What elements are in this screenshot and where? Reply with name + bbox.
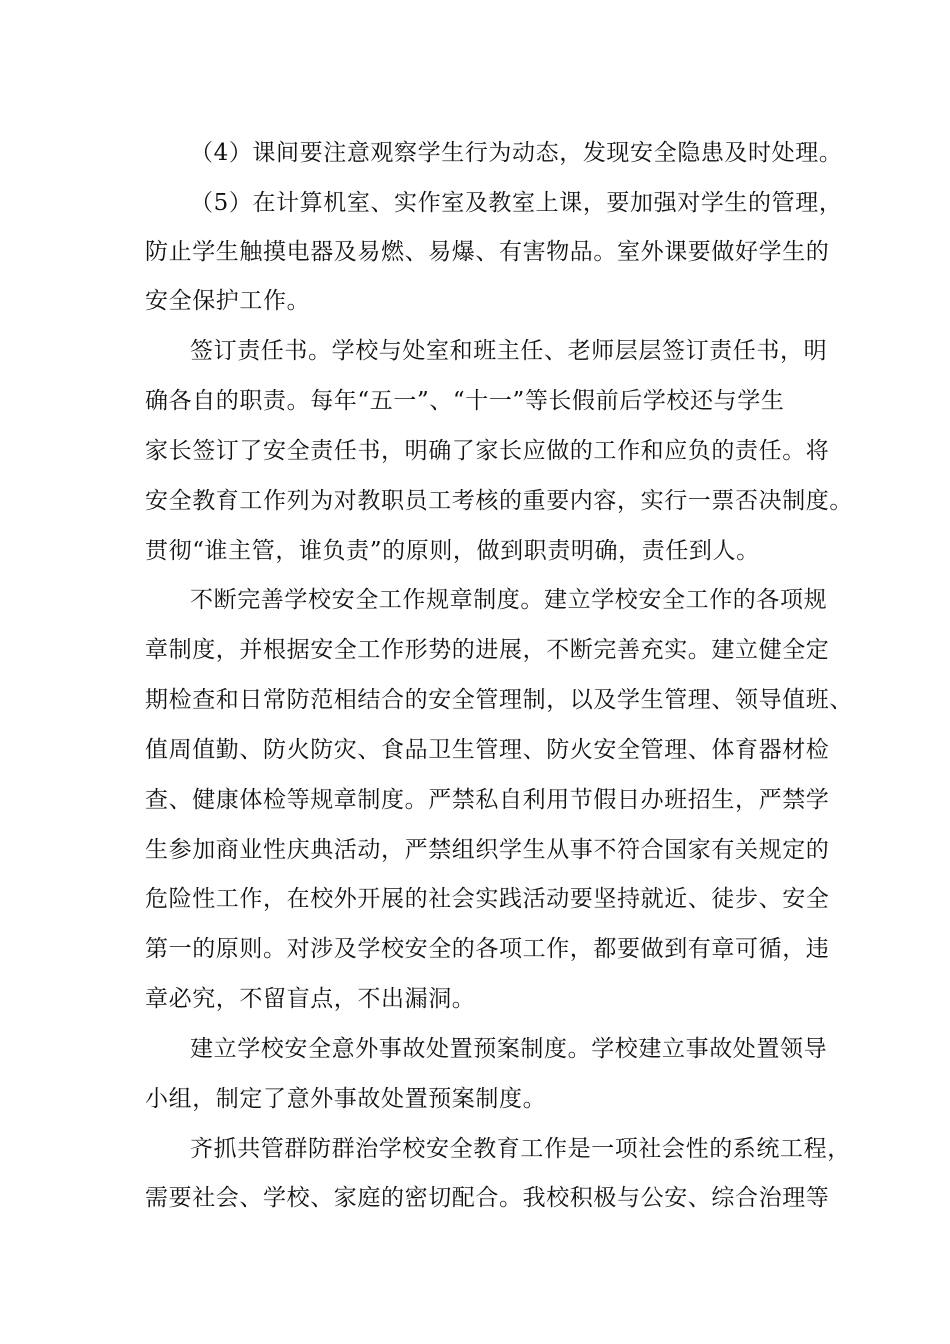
text-line: （5）在计算机室、实作室及教室上课，要加强对学生的管理， <box>190 190 843 216</box>
text-line: 生参加商业性庆典活动，严禁组织学生从事不符合国家有关规定的 <box>145 837 830 863</box>
text-line: 安全教育工作列为对教职员工考核的重要内容，实行一票否决制度。 <box>145 488 853 514</box>
text-line: 小组，制定了意外事故处置预案制度。 <box>145 1086 547 1112</box>
text-line: 贯彻“谁主管，谁负责”的原则，做到职责明确，责任到人。 <box>145 538 760 564</box>
text-line: 家长签订了安全责任书，明确了家长应做的工作和应负的责任。将 <box>145 438 830 464</box>
text-line: 建立学校安全意外事故处置预案制度。学校建立事故处置领导 <box>190 1036 828 1062</box>
text-line: 章必究，不留盲点，不出漏洞。 <box>145 986 476 1012</box>
text-line: 齐抓共管群防群治学校安全教育工作是一项社会性的系统工程， <box>190 1136 851 1162</box>
text-line: 查、健康体检等规章制度。严禁私自利用节假日办班招生，严禁学 <box>145 787 830 813</box>
text-line: 第一的原则。对涉及学校安全的各项工作，都要做到有章可循，违 <box>145 936 830 962</box>
text-line: （4）课间要注意观察学生行为动态，发现安全隐患及时处理。 <box>190 140 843 166</box>
text-line: 需要社会、学校、家庭的密切配合。我校积极与公安、综合治理等 <box>145 1185 830 1211</box>
text-line: 防止学生触摸电器及易燃、易爆、有害物品。室外课要做好学生的 <box>145 239 830 265</box>
text-line: 章制度，并根据安全工作形势的进展，不断完善充实。建立健全定 <box>145 637 830 663</box>
text-line: 确各自的职责。每年“五一”、“十一”等长假前后学校还与学生 <box>145 388 785 414</box>
text-line: 期检查和日常防范相结合的安全管理制，以及学生管理、领导值班、 <box>145 687 853 713</box>
text-line: 签订责任书。学校与处室和班主任、老师层层签订责任书，明 <box>190 338 828 364</box>
text-line: 不断完善学校安全工作规章制度。建立学校安全工作的各项规 <box>190 587 828 613</box>
text-line: 值周值勤、防火防灾、食品卫生管理、防火安全管理、体育器材检 <box>145 737 830 763</box>
text-line: 危险性工作，在校外开展的社会实践活动要坚持就近、徒步、安全 <box>145 886 830 912</box>
text-line: 安全保护工作。 <box>145 288 311 314</box>
